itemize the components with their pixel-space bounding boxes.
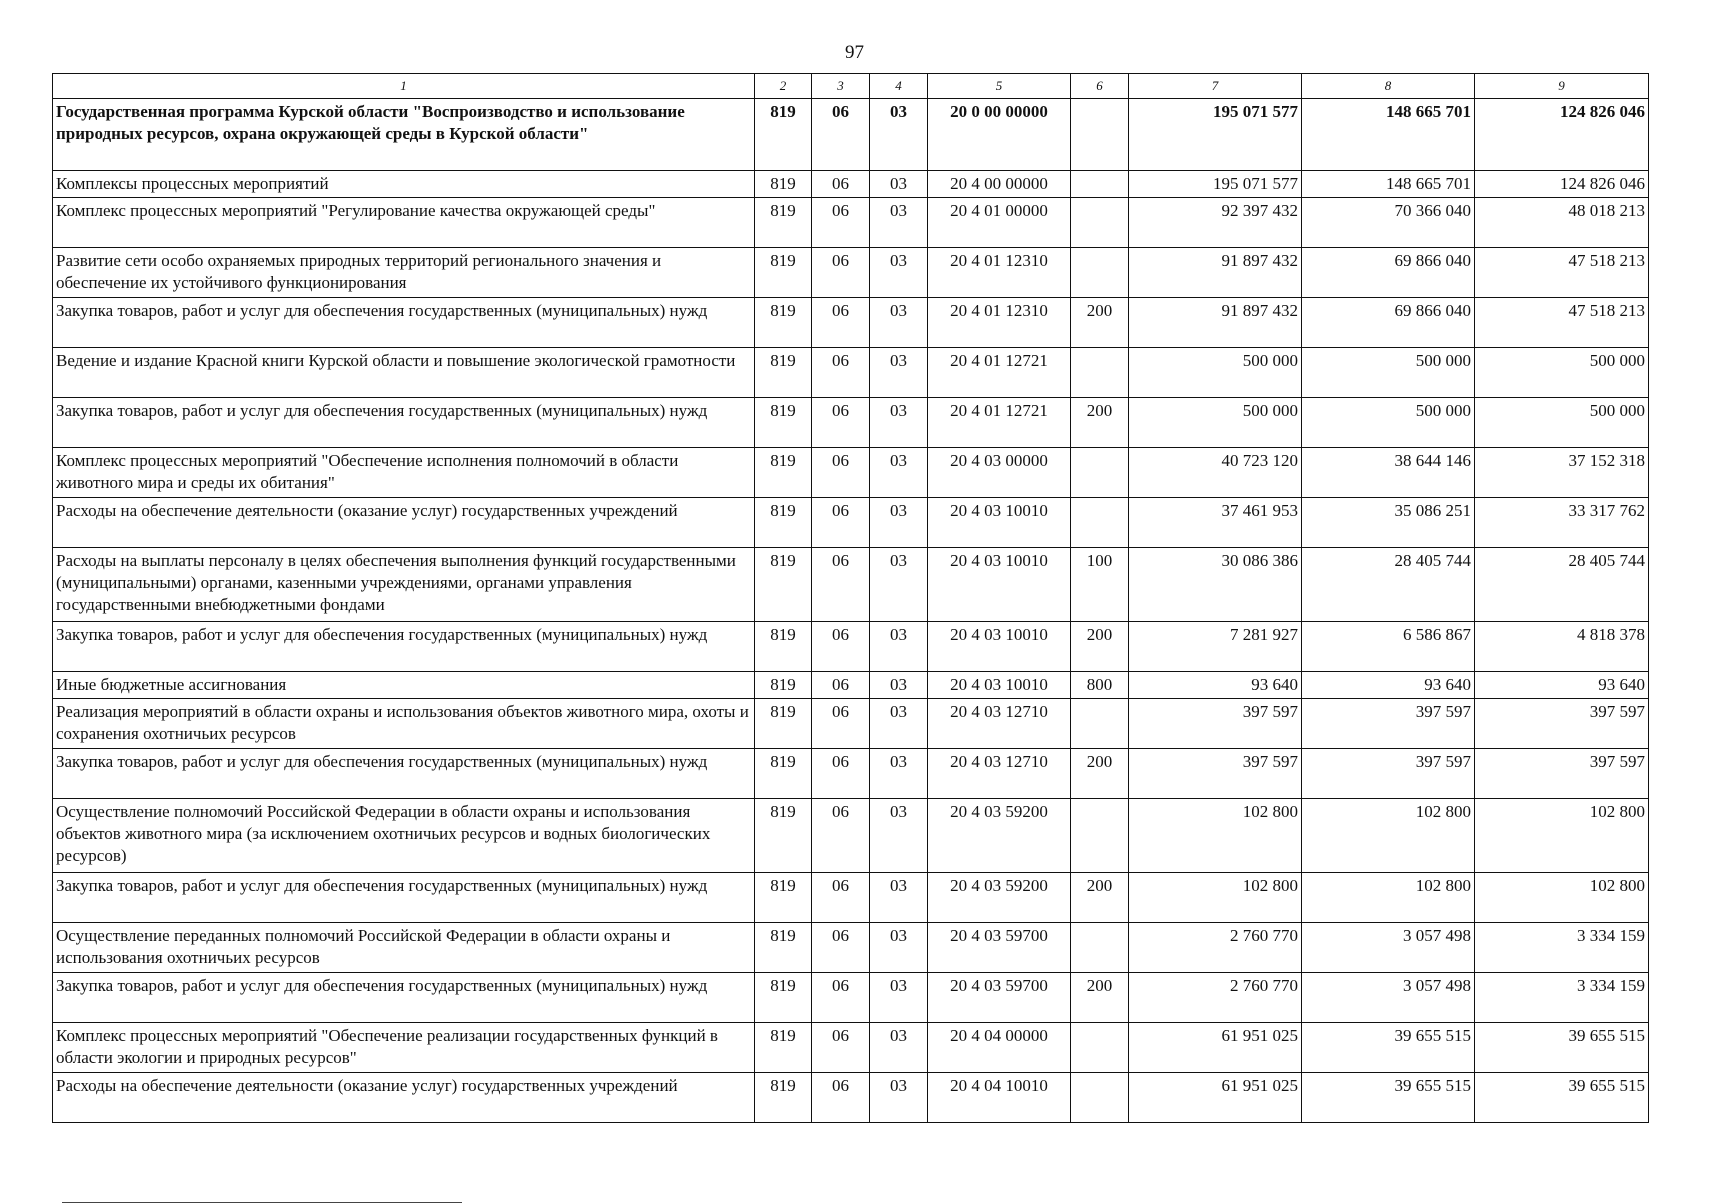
row-value-cell: 102 800	[1302, 873, 1475, 923]
table-row	[53, 873, 1649, 923]
row-value-cell: 03	[870, 548, 928, 622]
row-value-cell: 20 4 03 00000	[928, 448, 1071, 498]
row-value-cell: 06	[812, 1023, 870, 1073]
row-value-cell: 06	[812, 448, 870, 498]
row-value-cell: 06	[812, 298, 870, 348]
table-row	[53, 749, 1649, 799]
row-value-cell: 91 897 432	[1129, 298, 1302, 348]
row-value-cell: 20 4 01 12310	[928, 298, 1071, 348]
col-header: 1	[53, 74, 755, 99]
row-value-cell: 819	[755, 448, 812, 498]
row-value-cell: 03	[870, 672, 928, 699]
row-value-cell: 3 334 159	[1475, 973, 1649, 1023]
row-value-cell: 20 4 00 00000	[928, 171, 1071, 198]
row-value-cell: 03	[870, 398, 928, 448]
row-value-cell: 397 597	[1129, 749, 1302, 799]
row-value-cell: 39 655 515	[1475, 1023, 1649, 1073]
row-value-cell: 20 4 03 59200	[928, 799, 1071, 873]
row-value-cell: 20 4 04 10010	[928, 1073, 1071, 1123]
row-name-cell: Расходы на обеспечение деятельности (оказание услуг) государственных учреждений	[53, 1073, 755, 1123]
row-value-cell: 819	[755, 498, 812, 548]
row-value-cell: 61 951 025	[1129, 1023, 1302, 1073]
row-value-cell	[1071, 248, 1129, 298]
row-value-cell: 6 586 867	[1302, 622, 1475, 672]
row-value-cell: 03	[870, 298, 928, 348]
row-name-cell: Комплексы процессных мероприятий	[53, 171, 755, 198]
row-value-cell: 819	[755, 171, 812, 198]
row-value-cell: 20 4 01 12721	[928, 348, 1071, 398]
row-value-cell: 500 000	[1129, 398, 1302, 448]
row-value-cell: 397 597	[1475, 749, 1649, 799]
row-value-cell	[1071, 198, 1129, 248]
row-value-cell: 819	[755, 799, 812, 873]
row-value-cell: 03	[870, 1023, 928, 1073]
row-value-cell: 20 4 01 00000	[928, 198, 1071, 248]
row-value-cell: 20 4 03 10010	[928, 672, 1071, 699]
row-value-cell: 20 4 01 12721	[928, 398, 1071, 448]
page-number: 97	[845, 42, 864, 63]
table-row	[53, 973, 1649, 1023]
table-row	[53, 398, 1649, 448]
row-value-cell: 20 0 00 00000	[928, 99, 1071, 171]
row-value-cell: 200	[1071, 749, 1129, 799]
row-value-cell	[1071, 923, 1129, 973]
row-value-cell: 20 4 03 12710	[928, 749, 1071, 799]
row-value-cell: 819	[755, 622, 812, 672]
row-value-cell	[1071, 448, 1129, 498]
row-value-cell: 100	[1071, 548, 1129, 622]
row-value-cell: 06	[812, 799, 870, 873]
row-value-cell: 500 000	[1475, 398, 1649, 448]
row-value-cell: 35 086 251	[1302, 498, 1475, 548]
row-value-cell: 69 866 040	[1302, 248, 1475, 298]
row-value-cell: 500 000	[1475, 348, 1649, 398]
row-value-cell	[1071, 99, 1129, 171]
row-value-cell: 195 071 577	[1129, 99, 1302, 171]
row-value-cell: 819	[755, 873, 812, 923]
row-value-cell: 03	[870, 699, 928, 749]
row-value-cell: 06	[812, 973, 870, 1023]
row-value-cell: 2 760 770	[1129, 973, 1302, 1023]
row-value-cell: 39 655 515	[1475, 1073, 1649, 1123]
col-header: 5	[928, 74, 1071, 99]
table-row	[53, 298, 1649, 348]
row-name-cell: Государственная программа Курской области "Воспроизводство и использование природных ресурсов, охрана окружающей среды в Курской области"	[53, 99, 755, 171]
row-name-cell: Иные бюджетные ассигнования	[53, 672, 755, 699]
row-name-cell: Расходы на обеспечение деятельности (оказание услуг) государственных учреждений	[53, 498, 755, 548]
row-value-cell: 06	[812, 171, 870, 198]
row-value-cell: 03	[870, 873, 928, 923]
row-value-cell: 06	[812, 873, 870, 923]
row-value-cell: 500 000	[1129, 348, 1302, 398]
row-value-cell: 03	[870, 498, 928, 548]
row-value-cell: 4 818 378	[1475, 622, 1649, 672]
row-name-cell: Комплекс процессных мероприятий "Обеспечение исполнения полномочий в области животного мира и среды их обитания"	[53, 448, 755, 498]
col-header: 9	[1475, 74, 1649, 99]
row-value-cell: 06	[812, 699, 870, 749]
table-row	[53, 699, 1649, 749]
row-value-cell	[1071, 1023, 1129, 1073]
row-value-cell: 91 897 432	[1129, 248, 1302, 298]
row-name-cell: Осуществление переданных полномочий Российской Федерации в области охраны и использования охотничьих ресурсов	[53, 923, 755, 973]
row-value-cell: 200	[1071, 298, 1129, 348]
row-name-cell: Расходы на выплаты персоналу в целях обеспечения выполнения функций государственными (муниципальными) органами, казенными учреждениями, органами управления государственными внебюджетными фондами	[53, 548, 755, 622]
row-value-cell	[1071, 171, 1129, 198]
row-value-cell: 819	[755, 548, 812, 622]
row-value-cell	[1071, 699, 1129, 749]
row-value-cell: 102 800	[1129, 873, 1302, 923]
row-value-cell: 03	[870, 622, 928, 672]
row-value-cell: 06	[812, 99, 870, 171]
row-value-cell: 819	[755, 348, 812, 398]
col-header: 4	[870, 74, 928, 99]
row-value-cell: 500 000	[1302, 398, 1475, 448]
row-value-cell: 06	[812, 622, 870, 672]
row-value-cell: 06	[812, 749, 870, 799]
col-header: 8	[1302, 74, 1475, 99]
row-value-cell: 20 4 03 10010	[928, 622, 1071, 672]
row-value-cell: 03	[870, 749, 928, 799]
row-value-cell: 20 4 03 10010	[928, 548, 1071, 622]
row-value-cell: 03	[870, 923, 928, 973]
row-value-cell: 03	[870, 448, 928, 498]
row-value-cell: 20 4 04 00000	[928, 1023, 1071, 1073]
row-value-cell: 200	[1071, 622, 1129, 672]
row-value-cell: 61 951 025	[1129, 1073, 1302, 1123]
col-header: 3	[812, 74, 870, 99]
row-value-cell: 40 723 120	[1129, 448, 1302, 498]
row-value-cell: 3 057 498	[1302, 973, 1475, 1023]
row-value-cell: 28 405 744	[1475, 548, 1649, 622]
row-value-cell: 200	[1071, 873, 1129, 923]
row-value-cell: 70 366 040	[1302, 198, 1475, 248]
row-value-cell: 500 000	[1302, 348, 1475, 398]
row-value-cell: 102 800	[1475, 873, 1649, 923]
table-row	[53, 498, 1649, 548]
row-value-cell: 397 597	[1129, 699, 1302, 749]
row-value-cell: 148 665 701	[1302, 99, 1475, 171]
row-value-cell: 102 800	[1475, 799, 1649, 873]
row-name-cell: Закупка товаров, работ и услуг для обеспечения государственных (муниципальных) нужд	[53, 873, 755, 923]
row-value-cell: 124 826 046	[1475, 171, 1649, 198]
row-value-cell: 93 640	[1475, 672, 1649, 699]
row-value-cell: 06	[812, 548, 870, 622]
row-value-cell: 33 317 762	[1475, 498, 1649, 548]
row-name-cell: Комплекс процессных мероприятий "Регулирование качества окружающей среды"	[53, 198, 755, 248]
table-row	[53, 1073, 1649, 1123]
row-value-cell: 819	[755, 398, 812, 448]
row-value-cell: 20 4 03 10010	[928, 498, 1071, 548]
row-name-cell: Осуществление полномочий Российской Федерации в области охраны и использования объектов животного мира (за исключением охотничьих ресурсов и водных биологических ресурсов)	[53, 799, 755, 873]
row-value-cell: 03	[870, 171, 928, 198]
row-value-cell: 03	[870, 1073, 928, 1123]
row-value-cell: 03	[870, 973, 928, 1023]
row-value-cell: 48 018 213	[1475, 198, 1649, 248]
row-value-cell: 92 397 432	[1129, 198, 1302, 248]
row-name-cell: Закупка товаров, работ и услуг для обеспечения государственных (муниципальных) нужд	[53, 749, 755, 799]
row-value-cell: 819	[755, 699, 812, 749]
header-row	[53, 74, 1649, 99]
table-row	[53, 198, 1649, 248]
row-value-cell	[1071, 348, 1129, 398]
row-value-cell: 06	[812, 398, 870, 448]
row-name-cell: Закупка товаров, работ и услуг для обеспечения государственных (муниципальных) нужд	[53, 398, 755, 448]
row-value-cell: 47 518 213	[1475, 298, 1649, 348]
row-value-cell: 819	[755, 298, 812, 348]
budget-table	[52, 73, 1649, 1123]
row-value-cell: 03	[870, 348, 928, 398]
row-value-cell: 102 800	[1129, 799, 1302, 873]
row-value-cell	[1071, 498, 1129, 548]
row-value-cell: 06	[812, 672, 870, 699]
table-row	[53, 672, 1649, 699]
row-value-cell: 7 281 927	[1129, 622, 1302, 672]
row-value-cell: 37 461 953	[1129, 498, 1302, 548]
row-value-cell: 30 086 386	[1129, 548, 1302, 622]
row-name-cell: Комплекс процессных мероприятий "Обеспечение реализации государственных функций в области экологии и природных ресурсов"	[53, 1023, 755, 1073]
row-value-cell: 06	[812, 923, 870, 973]
row-name-cell: Закупка товаров, работ и услуг для обеспечения государственных (муниципальных) нужд	[53, 973, 755, 1023]
row-value-cell: 397 597	[1302, 699, 1475, 749]
row-value-cell: 93 640	[1302, 672, 1475, 699]
table-row	[53, 548, 1649, 622]
row-value-cell: 03	[870, 99, 928, 171]
row-value-cell: 20 4 01 12310	[928, 248, 1071, 298]
row-value-cell: 28 405 744	[1302, 548, 1475, 622]
row-value-cell	[1071, 1073, 1129, 1123]
row-value-cell: 93 640	[1129, 672, 1302, 699]
col-header: 6	[1071, 74, 1129, 99]
row-name-cell: Ведение и издание Красной книги Курской области и повышение экологической грамотности	[53, 348, 755, 398]
row-value-cell: 03	[870, 198, 928, 248]
row-value-cell: 819	[755, 198, 812, 248]
row-value-cell: 819	[755, 973, 812, 1023]
row-value-cell: 148 665 701	[1302, 171, 1475, 198]
row-value-cell: 124 826 046	[1475, 99, 1649, 171]
row-value-cell: 819	[755, 1073, 812, 1123]
row-name-cell: Закупка товаров, работ и услуг для обеспечения государственных (муниципальных) нужд	[53, 298, 755, 348]
row-value-cell: 397 597	[1302, 749, 1475, 799]
row-name-cell: Закупка товаров, работ и услуг для обеспечения государственных (муниципальных) нужд	[53, 622, 755, 672]
row-value-cell: 37 152 318	[1475, 448, 1649, 498]
row-value-cell: 38 644 146	[1302, 448, 1475, 498]
row-value-cell: 20 4 03 59200	[928, 873, 1071, 923]
table-row	[53, 448, 1649, 498]
table-row	[53, 248, 1649, 298]
row-value-cell: 06	[812, 198, 870, 248]
table-row	[53, 99, 1649, 171]
row-value-cell: 06	[812, 248, 870, 298]
row-value-cell: 03	[870, 799, 928, 873]
row-value-cell: 819	[755, 248, 812, 298]
row-value-cell: 47 518 213	[1475, 248, 1649, 298]
row-value-cell: 2 760 770	[1129, 923, 1302, 973]
row-name-cell: Реализация мероприятий в области охраны и использования объектов животного мира, охоты и сохранения охотничьих ресурсов	[53, 699, 755, 749]
row-value-cell: 3 334 159	[1475, 923, 1649, 973]
row-name-cell: Развитие сети особо охраняемых природных территорий регионального значения и обеспечение их устойчивого функционирования	[53, 248, 755, 298]
row-value-cell: 819	[755, 923, 812, 973]
table-row	[53, 171, 1649, 198]
table-row	[53, 622, 1649, 672]
row-value-cell: 20 4 03 12710	[928, 699, 1071, 749]
row-value-cell: 3 057 498	[1302, 923, 1475, 973]
row-value-cell: 20 4 03 59700	[928, 973, 1071, 1023]
row-value-cell: 800	[1071, 672, 1129, 699]
table-row	[53, 348, 1649, 398]
table-row	[53, 1023, 1649, 1073]
row-value-cell: 200	[1071, 398, 1129, 448]
row-value-cell: 03	[870, 248, 928, 298]
row-value-cell: 39 655 515	[1302, 1073, 1475, 1123]
col-header: 2	[755, 74, 812, 99]
row-value-cell: 06	[812, 498, 870, 548]
row-value-cell	[1071, 799, 1129, 873]
row-value-cell: 819	[755, 1023, 812, 1073]
row-value-cell: 06	[812, 1073, 870, 1123]
row-value-cell: 39 655 515	[1302, 1023, 1475, 1073]
row-value-cell: 20 4 03 59700	[928, 923, 1071, 973]
row-value-cell: 69 866 040	[1302, 298, 1475, 348]
table-row	[53, 923, 1649, 973]
table-row	[53, 799, 1649, 873]
col-header: 7	[1129, 74, 1302, 99]
row-value-cell: 397 597	[1475, 699, 1649, 749]
row-value-cell: 819	[755, 672, 812, 699]
row-value-cell: 06	[812, 348, 870, 398]
row-value-cell: 819	[755, 99, 812, 171]
row-value-cell: 195 071 577	[1129, 171, 1302, 198]
row-value-cell: 819	[755, 749, 812, 799]
row-value-cell: 200	[1071, 973, 1129, 1023]
row-value-cell: 102 800	[1302, 799, 1475, 873]
